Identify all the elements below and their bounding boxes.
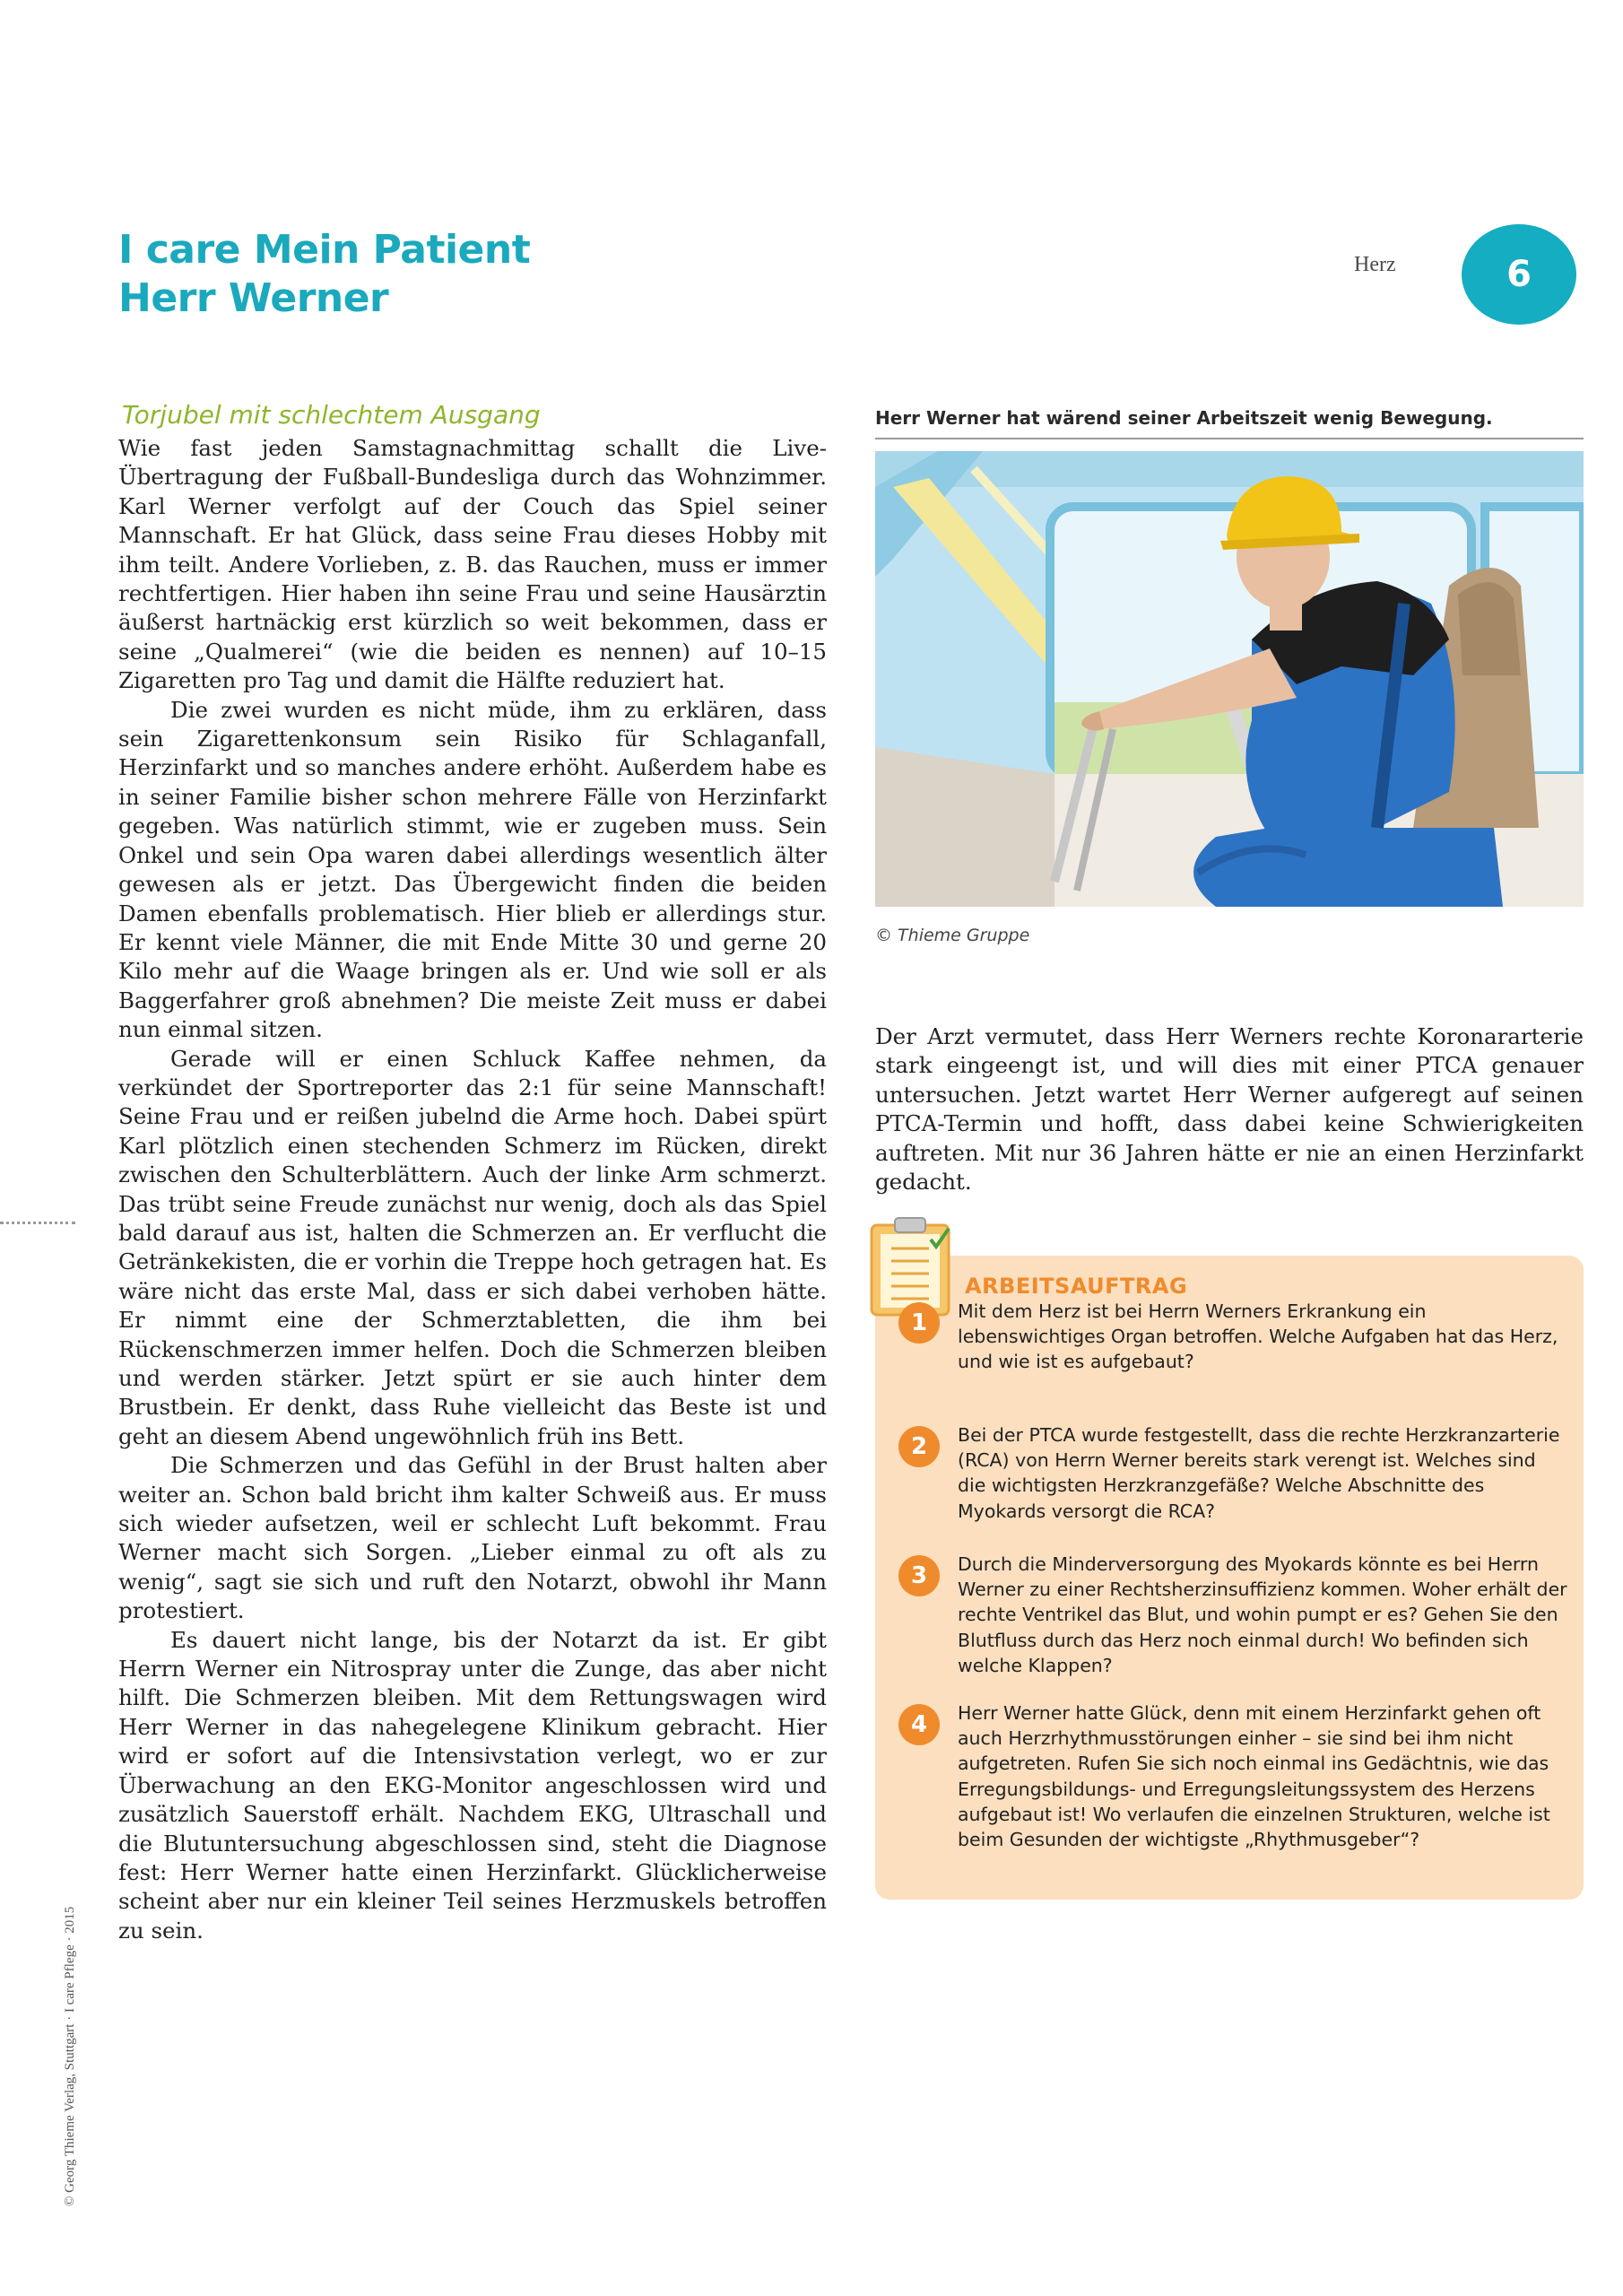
task-number-badge: 3 xyxy=(898,1555,940,1596)
task-number-badge: 1 xyxy=(898,1302,940,1344)
story-paragraph: Die zwei wurden es nicht müde, ihm zu erklären, dass sein Zigarettenkonsum sein Risiko für Schlaganfall, Herzinfarkt und so manches andere erhöht. Außerdem habe es in seiner Familie bisher schon mehrere Fälle von Herzinfarkt gegeben. Was natürlich stimmt, wie er zugeben muss. Sein Onkel und sein Opa waren dabei allerdings wesentlich älter gewesen als er jetzt. Das Übergewicht finden die beiden Damen ebenfalls problematisch. Hier blieb er allerdings stur. Er kennt viele Männer, die mit Ende Mitte 30 und gerne 20 Kilo mehr auf die Waage bringen als er. Und wie soll er als Baggerfahrer groß abnehmen? Die meiste Zeit muss er dabei nun einmal sitzen. xyxy=(118,696,827,1043)
story-paragraph: Die Schmerzen und das Gefühl in der Brust halten aber weiter an. Schon bald bricht ihm kalter Schweiß aus. Er muss sich wieder aufsetzen, weil er schlecht Luft bekommt. Frau Werner macht sich Sorgen. „Lieber einmal zu oft als zu wenig“, sagt sie sich und ruft den Notarzt, obwohl ihr Mann protestiert. xyxy=(118,1452,827,1624)
task-text: Herr Werner hatte Glück, denn mit einem Herzinfarkt gehen oft auch Herzrhythmusstörungen einher – sie sind bei ihm nicht aufgetreten. Rufen Sie sich noch einmal ins Gedächtnis, wie das Erregungsbildungs- und Erregungsleitungssystem des Herzens aufgebaut ist! Wo verlaufen die einzelnen Strukturen, welche ist beim Gesunden der wichtigste „Rhythmusgeber“? xyxy=(958,1702,1550,1851)
story-paragraph: Es dauert nicht lange, bis der Notarzt da ist. Er gibt Herrn Werner ein Nitrospray unter die Zunge, das aber nicht hilft. Die Schmerzen bleiben. Mit dem Rettungswagen wird Herr Werner in das nahegelegene Klinikum gebracht. Hier wird er sofort auf die Intensivstation verlegt, wo er zur Überwachung an den EKG-Monitor angeschlossen wird und zusätzlich Sauerstoff erhält. Nachdem EKG, Ultraschall und die Blutuntersuchung abgeschlossen sind, steht die Diagnose fest: Herr Werner hatte einen Herzinfarkt. Glücklicherweise scheint aber nur ein kleiner Teil seines Herzmuskels betroffen zu sein. xyxy=(118,1626,827,1944)
brand-name: I care xyxy=(118,227,241,273)
task-number-badge: 4 xyxy=(898,1704,940,1745)
title-rest: Mein Patient xyxy=(240,227,531,273)
title-line-2: Herr Werner xyxy=(118,275,389,321)
task-heading: ARBEITSAUFTRAG xyxy=(965,1274,1188,1299)
task-text: Durch die Minderversorgung des Myokards könnte es bei Herrn Werner zu einer Rechtsherzinsuffizienz kommen. Woher erhält der rechte Ventrikel das Blut, und wohin pumpt er es? Gehen Sie den Blutfluss durch das Herz noch einmal durch! Wo befinden sich welche Klappen? xyxy=(958,1553,1567,1676)
story-body xyxy=(118,434,827,1945)
task-number-badge: 2 xyxy=(898,1426,940,1467)
task-item xyxy=(898,1299,1567,1375)
story-paragraph: Wie fast jeden Samstagnachmittag schallt die Live-Übertragung der Fußball-Bundesliga durch das Wohnzimmer. Karl Werner verfolgt auf der Couch das Spiel seiner Mannschaft. Er hat Glück, dass seine Frau dieses Hobby mit ihm teilt. Andere Vorlieben, z. B. das Rauchen, muss er immer rechtfertigen. Hier haben ihn seine Frau und seine Hausärztin äußerst hartnäckig erst kürzlich so weit bekommen, dass er seine „Qualmerei“ (wie die beiden es nennen) auf 10–15 Zigaretten pro Tag und damit die Hälfte reduziert hat. xyxy=(118,435,827,694)
page-title xyxy=(118,226,764,323)
title-line-1 xyxy=(118,226,764,274)
excavator-driver-illustration xyxy=(875,451,1584,907)
chapter-label: Herz xyxy=(1354,253,1396,276)
story-heading: Torjubel mit schlechtem Ausgang xyxy=(122,400,541,430)
publisher-credit-text: © Georg Thieme Verlag, Stuttgart · I care Pflege · 2015 xyxy=(63,1906,77,2206)
task-text: Mit dem Herz ist bei Herrn Werners Erkrankung ein lebenswichtiges Organ betroffen. Welche Aufgaben hat das Herz, und wie ist es aufgebaut? xyxy=(958,1300,1558,1373)
margin-dotted-rule xyxy=(0,1222,75,1228)
figure-caption: Herr Werner hat wärend seiner Arbeitszeit wenig Bewegung. xyxy=(875,407,1493,429)
task-item xyxy=(898,1422,1567,1524)
figure-credit: © Thieme Gruppe xyxy=(875,926,1030,945)
figure-rule xyxy=(875,438,1584,439)
task-text: Bei der PTCA wurde festgestellt, dass die rechte Herzkranzarterie (RCA) von Herrn Werner bereits stark verengt ist. Welches sind die wichtigsten Herzkranzgefäße? Welche Abschnitte des Myokards versorgt die RCA? xyxy=(958,1424,1560,1522)
publisher-credit xyxy=(63,1830,84,2206)
task-item xyxy=(898,1700,1567,1852)
story-continuation: Der Arzt vermutet, dass Herr Werners rechte Koronararterie stark eingeengt ist, und will dies mit einer PTCA genauer untersuchen. Jetzt wartet Herr Werner aufgeregt auf seinen PTCA-Termin und hofft, dass dabei keine Schwierigkeiten auftreten. Mit nur 36 Jahren hätte er nie an einen Herzinfarkt gedacht. xyxy=(875,1023,1584,1196)
story-paragraph: Gerade will er einen Schluck Kaffee nehmen, da verkündet der Sportreporter das 2:1 für seine Mannschaft! Seine Frau und er reißen jubelnd die Arme hoch. Dabei spürt Karl plötzlich einen stechenden Schmerz im Rücken, direkt zwischen den Schulterblättern. Auch der linke Arm schmerzt. Das trübt seine Freude zunächst nur wenig, doch als das Spiel bald darauf aus ist, halten die Schmerzen an. Er verflucht die Getränkekisten, die er vorhin die Treppe hoch getragen hat. Es wäre nicht das erste Mal, dass er sich dabei verhoben hätte. Er nimmt eine der Schmerztabletten, die ihm bei Rückenschmerzen immer helfen. Doch die Schmerzen bleiben und werden stärker. Jetzt spürt er sie auch hinter dem Brustbein. Er denkt, dass Ruhe vielleicht das Beste ist und geht an diesem Abend ungewöhnlich früh ins Bett. xyxy=(118,1045,827,1449)
chapter-number-badge: 6 xyxy=(1462,224,1576,325)
task-item xyxy=(898,1552,1567,1678)
